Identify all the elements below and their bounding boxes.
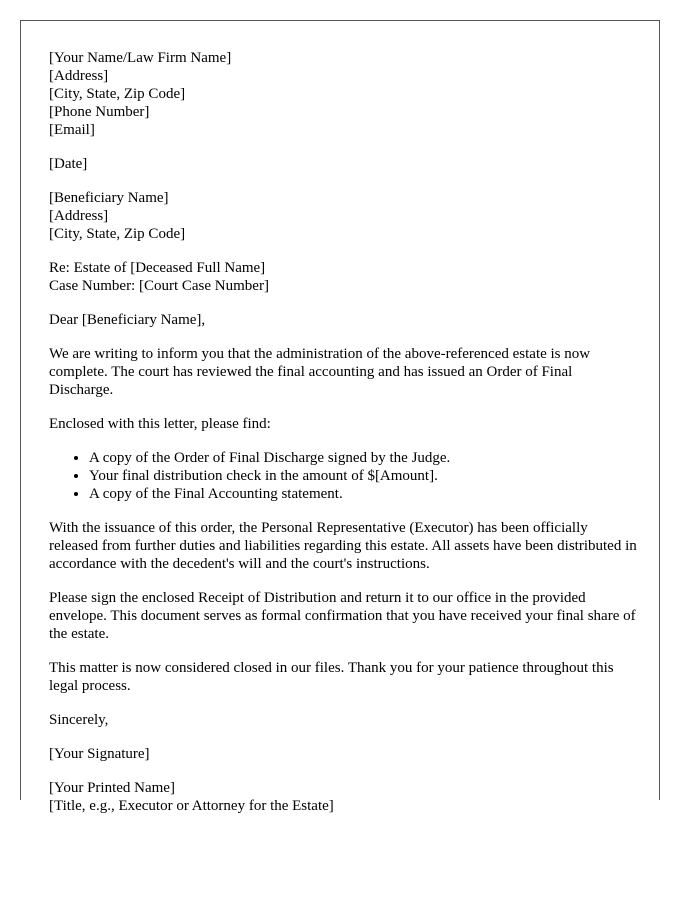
sender-address: [Address] bbox=[49, 68, 109, 84]
salutation: Dear [Beneficiary Name], bbox=[49, 312, 206, 328]
paragraph-receipt: Please sign the enclosed Receipt of Distribution and return it to our office in the provided envelope. This document serves as formal confirmation that you have received your final share of the estate. bbox=[49, 590, 636, 642]
sender-city-state-zip: [City, State, Zip Code] bbox=[49, 86, 186, 102]
enclosure-item: • Your final distribution check in the amount of $[Amount]. bbox=[89, 467, 639, 485]
paragraph-closing: This matter is now considered closed in our files. Thank you for your patience throughout this legal process. bbox=[49, 660, 614, 694]
enclosure-item: • A copy of the Order of Final Discharge signed by the Judge. bbox=[89, 449, 639, 467]
enclosure-item: • A copy of the Final Accounting statement. bbox=[89, 485, 639, 503]
recipient-address: [Address] bbox=[49, 208, 109, 224]
sender-name: [Your Name/Law Firm Name] bbox=[49, 50, 232, 66]
reference-case-number: Case Number: [Court Case Number] bbox=[49, 278, 269, 294]
printed-name-block bbox=[49, 779, 639, 815]
signer-title: [Title, e.g., Executor or Attorney for the Estate] bbox=[49, 798, 334, 814]
recipient-block bbox=[49, 189, 639, 243]
recipient-city-state-zip: [City, State, Zip Code] bbox=[49, 226, 186, 242]
recipient-name: [Beneficiary Name] bbox=[49, 190, 169, 206]
letter-body bbox=[49, 49, 639, 831]
reference-estate: Re: Estate of [Deceased Full Name] bbox=[49, 260, 266, 276]
sender-block bbox=[49, 49, 639, 139]
paragraph-intro: We are writing to inform you that the administration of the above-referenced estate is now complete. The court has reviewed the final accounting and has issued an Order of Final Discharge. bbox=[49, 346, 591, 398]
closing-sincerely: Sincerely, bbox=[49, 712, 109, 728]
printed-name: [Your Printed Name] bbox=[49, 780, 175, 796]
signature-placeholder: [Your Signature] bbox=[49, 746, 150, 762]
letter-date: [Date] bbox=[49, 156, 88, 172]
reference-block bbox=[49, 259, 639, 295]
sender-phone: [Phone Number] bbox=[49, 104, 150, 120]
paragraph-enclosed-intro: Enclosed with this letter, please find: bbox=[49, 416, 271, 432]
letter-page bbox=[20, 20, 660, 814]
enclosure-list bbox=[49, 449, 639, 503]
paragraph-release: With the issuance of this order, the Personal Representative (Executor) has been officially released from further duties and liabilities regarding this estate. All assets have been distributed in accordance with the decedent's will and the court's instructions. bbox=[49, 520, 637, 572]
date-block bbox=[49, 155, 639, 173]
sender-email: [Email] bbox=[49, 122, 95, 138]
